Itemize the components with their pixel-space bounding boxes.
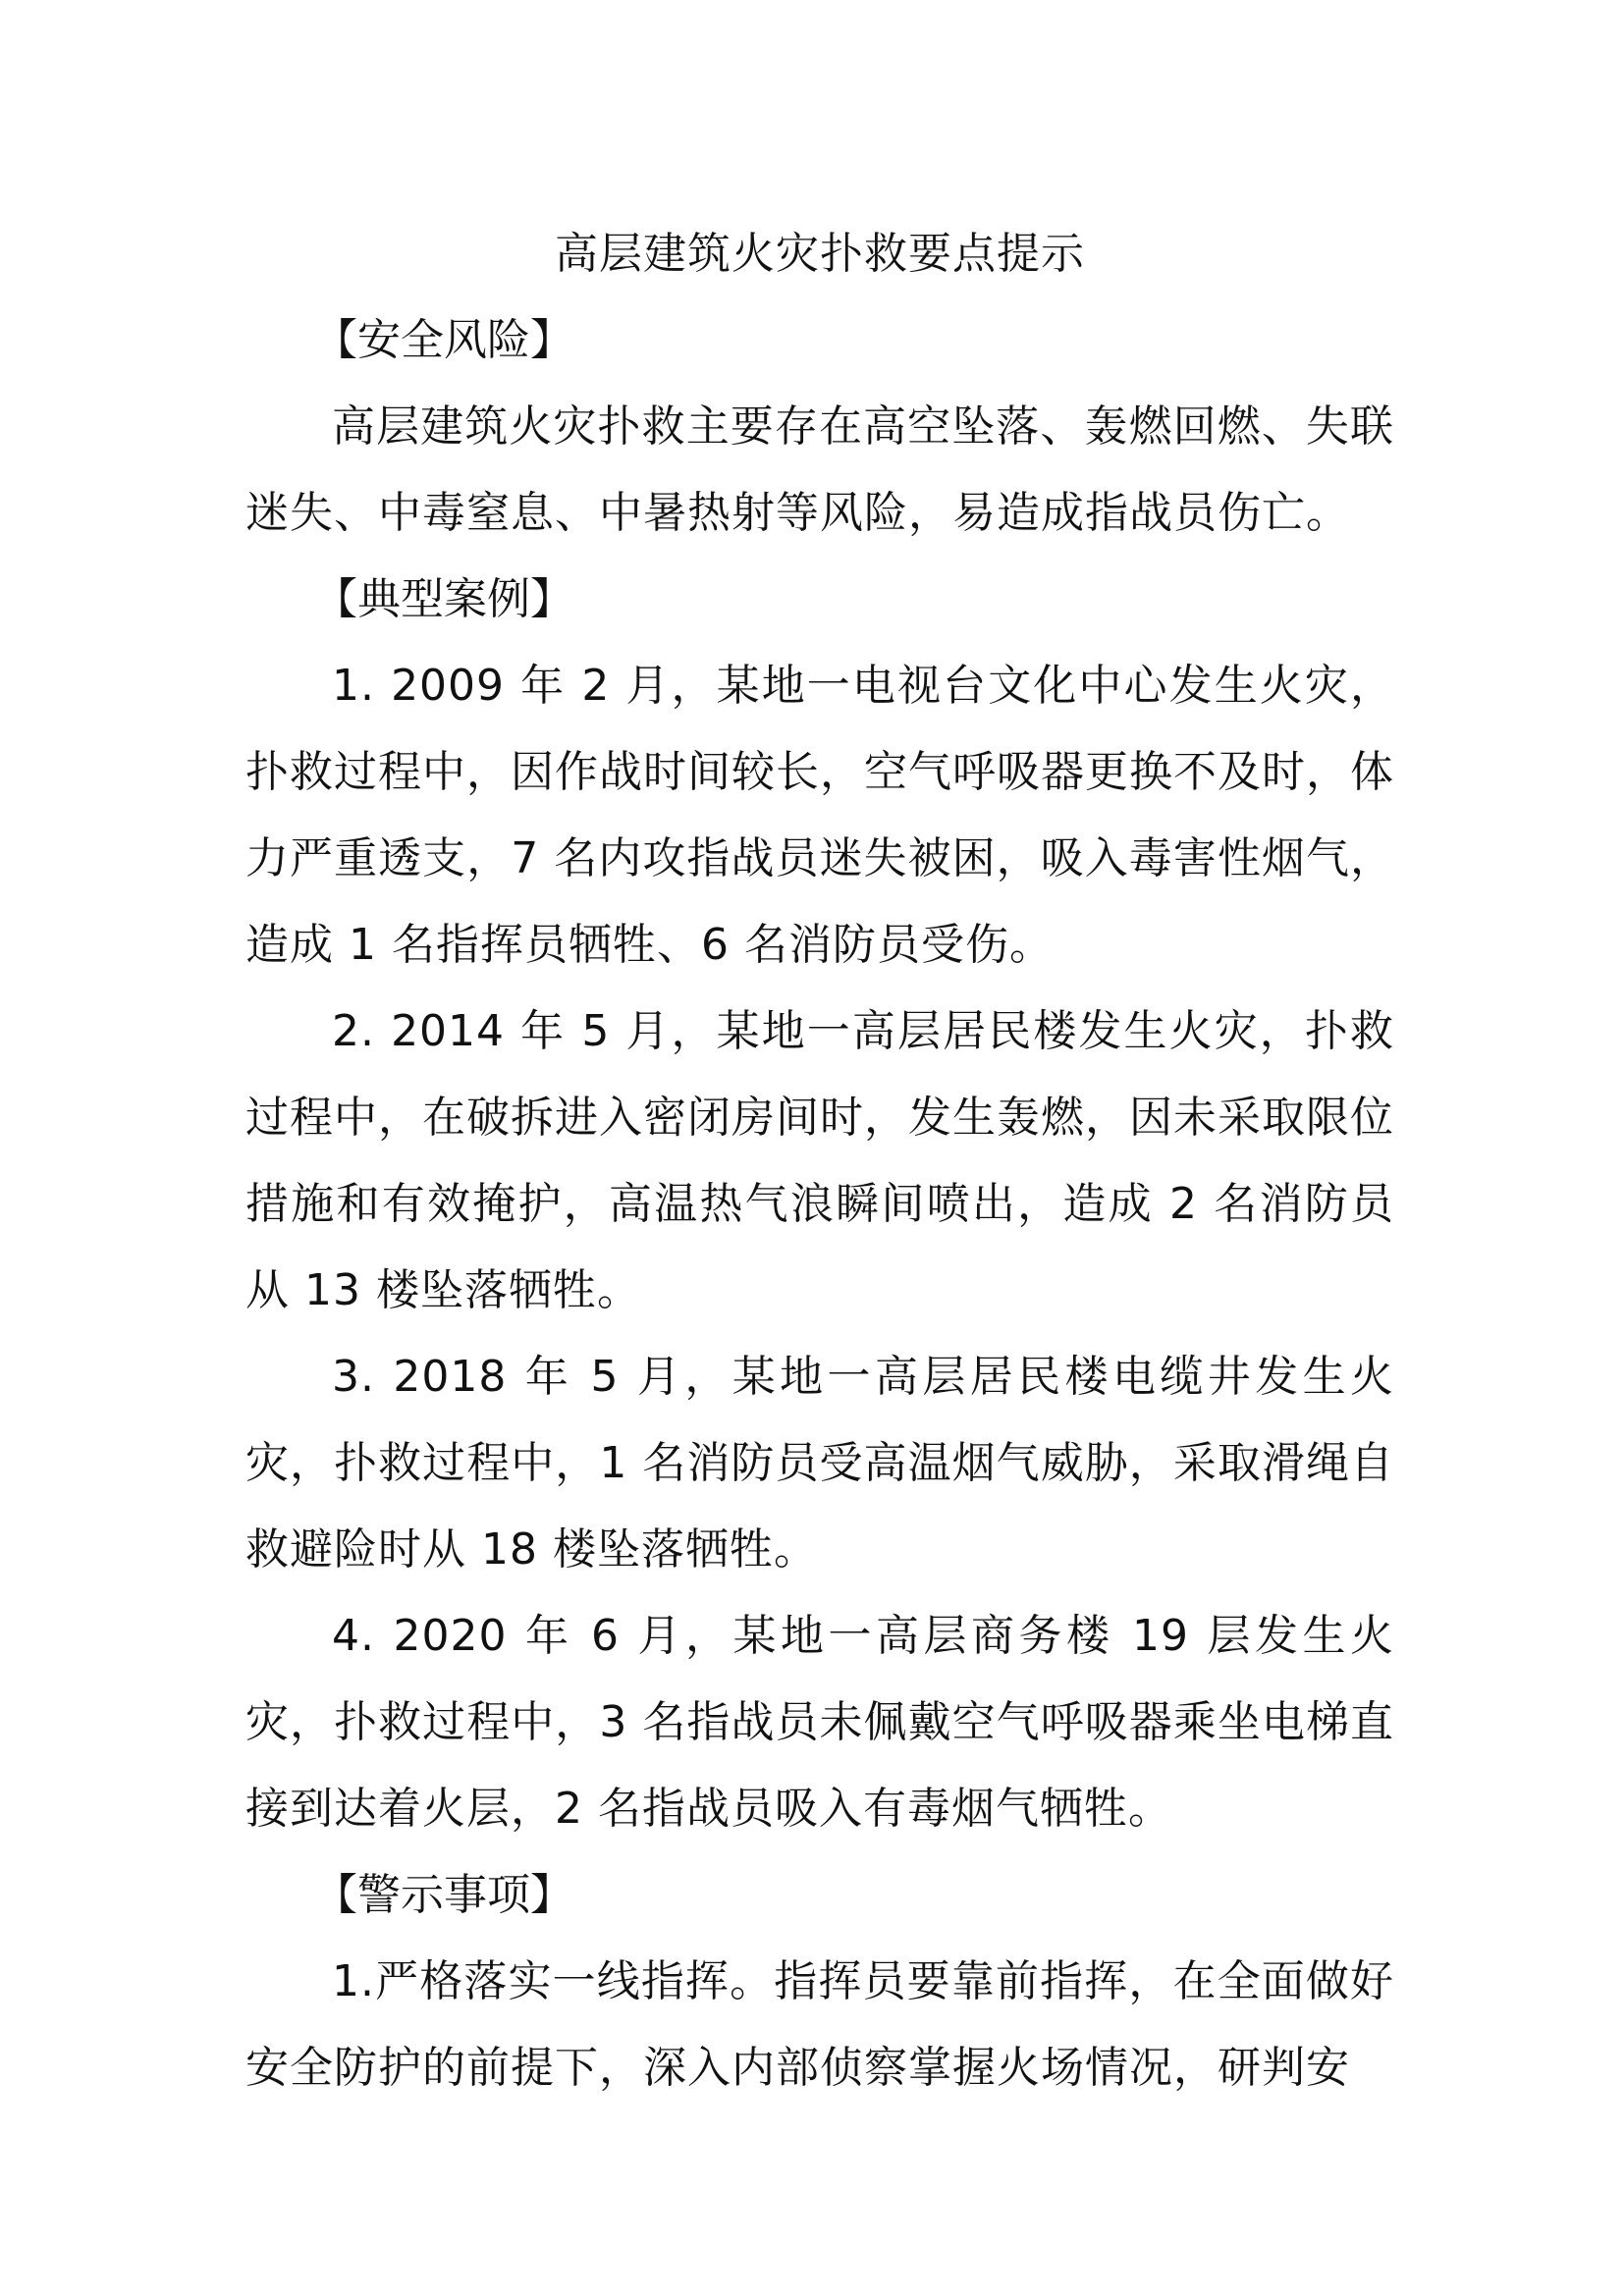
paragraph-warning-1: 1.严格落实一线指挥。指挥员要靠前指挥，在全面做好安全防护的前提下，深入内部侦察掌握火场情况，研判安	[245, 1956, 1394, 2093]
paragraph-case-1: 1. 2009 年 2 月，某地一电视台文化中心发生火灾，扑救过程中，因作战时间较长，空气呼吸器更换不及时，体力严重透支，7 名内攻指战员迷失被困，吸入毒害性烟气，造成 1 名指挥员牺牲、6 名消防员受伤。	[245, 661, 1394, 970]
section-heading-typical-cases: 【典型案例】	[314, 574, 573, 624]
section-safety-risk	[245, 297, 1394, 557]
paragraph-case-3: 3. 2018 年 5 月，某地一高层居民楼电缆井发生火灾，扑救过程中，1 名消防员受高温烟气威胁，采取滑绳自救避险时从 18 楼坠落牺牲。	[245, 1352, 1394, 1575]
document-page	[245, 211, 1394, 2111]
paragraph-case-2: 2. 2014 年 5 月，某地一高层居民楼发生火灾，扑救过程中，在破拆进入密闭房间时，发生轰燃，因未采取限位措施和有效掩护，高温热气浪瞬间喷出，造成 2 名消防员从 13 楼坠落牺牲。	[245, 1006, 1394, 1315]
section-heading-warnings: 【警示事项】	[314, 1870, 573, 1920]
section-heading-safety-risk: 【安全风险】	[314, 315, 573, 365]
section-warnings	[245, 1852, 1394, 2111]
section-typical-cases	[245, 557, 1394, 1852]
paragraph-risk-summary: 高层建筑火灾扑救主要存在高空坠落、轰燃回燃、失联迷失、中毒窒息、中暑热射等风险，易造成指战员伤亡。	[245, 401, 1394, 538]
document-title: 高层建筑火灾扑救要点提示	[555, 229, 1085, 279]
paragraph-case-4: 4. 2020 年 6 月，某地一高层商务楼 19 层发生火灾，扑救过程中，3 名指战员未佩戴空气呼吸器乘坐电梯直接到达着火层，2 名指战员吸入有毒烟气牺牲。	[245, 1611, 1394, 1834]
